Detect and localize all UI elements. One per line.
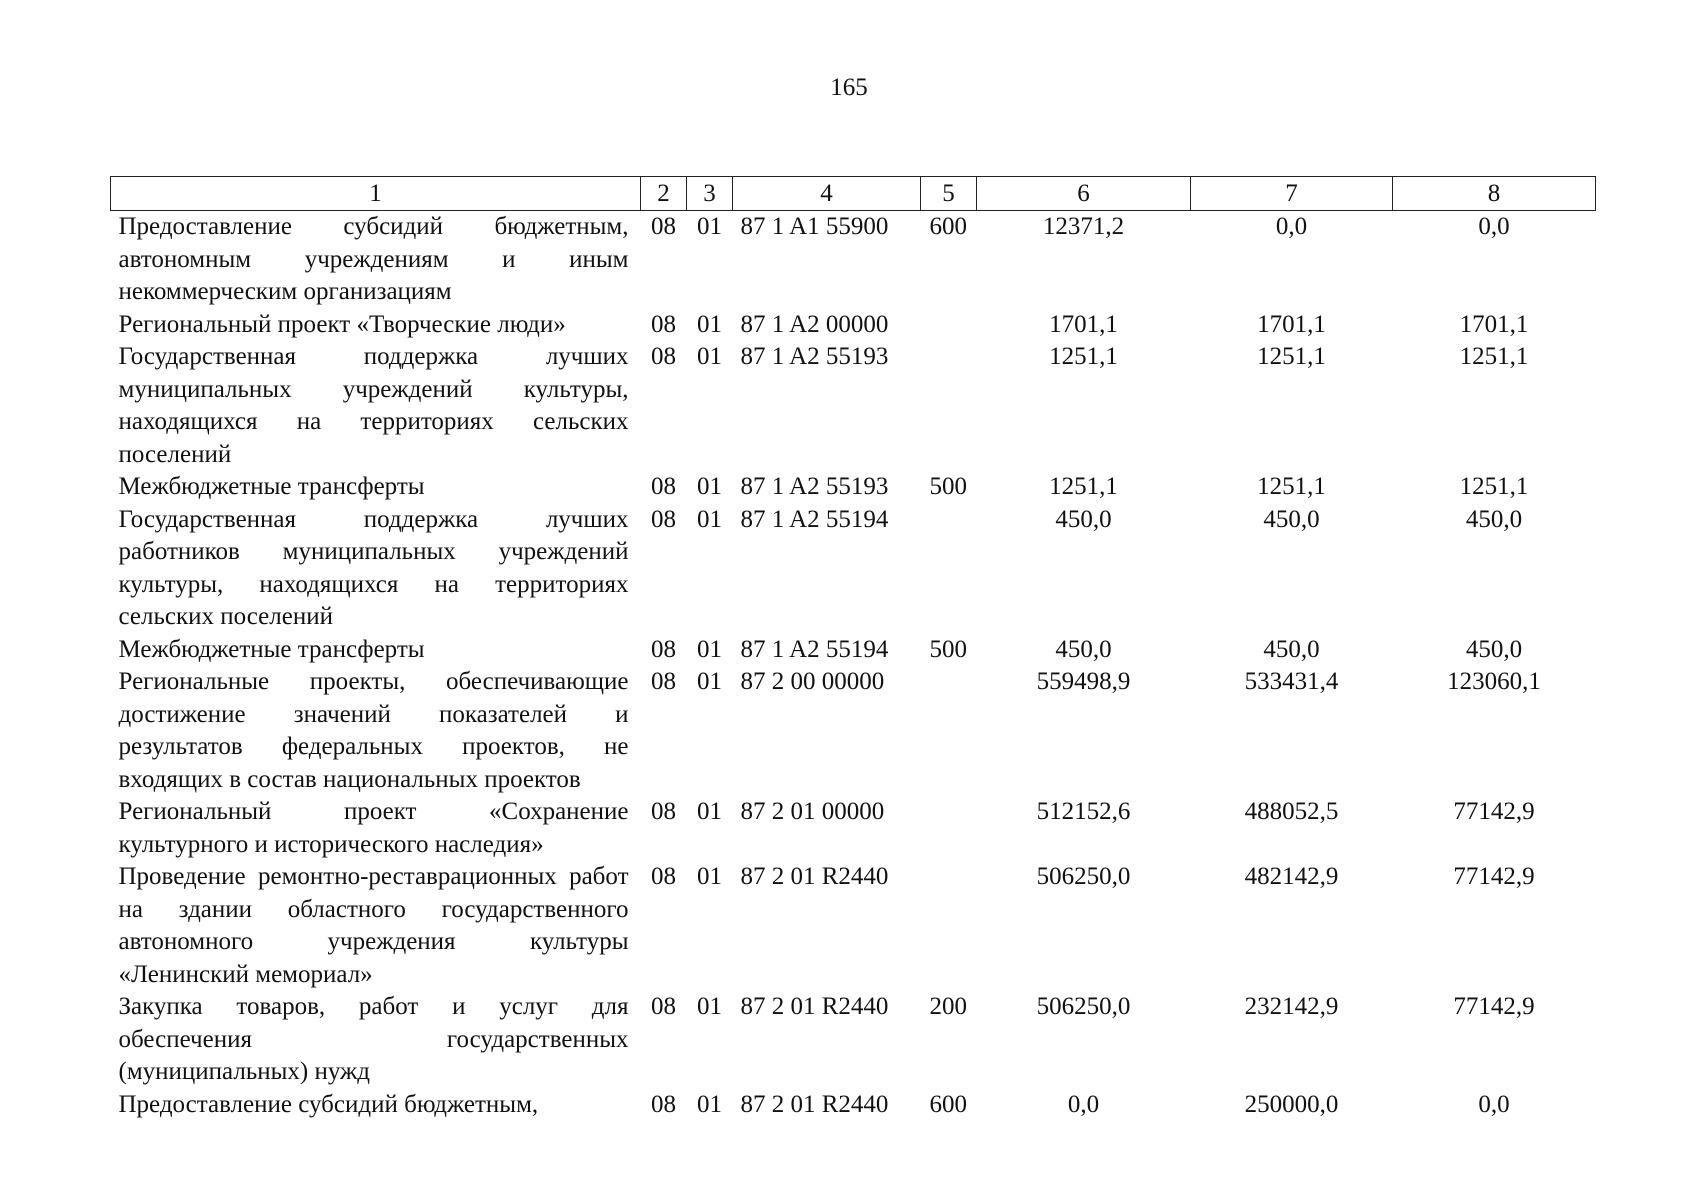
row-subsection: 01: [697, 505, 722, 533]
row-target-article: 87 1 A1 55900: [740, 213, 889, 240]
row-expense-type: [921, 341, 977, 471]
header-col-4: 4: [733, 177, 921, 211]
row-subsection: 01: [697, 213, 722, 240]
row-name: Предоставление субсидий бюджетным,: [118, 1090, 539, 1118]
table-row: [111, 211, 1596, 309]
row-amount-col7: 232142,9: [1244, 993, 1339, 1020]
table-row: [111, 1089, 1596, 1122]
row-section: 08: [651, 213, 676, 240]
row-target-article: 87 1 A2 00000: [740, 310, 889, 338]
header-col-6: 6: [977, 177, 1191, 211]
row-section: 08: [651, 993, 676, 1020]
row-target-article: 87 1 A2 55193: [740, 343, 889, 370]
row-subsection: 01: [697, 668, 722, 695]
row-section: 08: [651, 310, 676, 338]
row-name: Межбюджетные трансферты: [118, 635, 425, 663]
row-amount-col7: 250000,0: [1244, 1090, 1339, 1118]
row-amount-col8: 77142,9: [1453, 798, 1535, 825]
row-amount-col6: 12371,2: [1042, 213, 1125, 240]
row-amount-col6: 450,0: [1055, 505, 1112, 533]
header-col-5: 5: [921, 177, 977, 211]
row-subsection: 01: [697, 343, 722, 370]
row-subsection: 01: [697, 798, 722, 825]
row-amount-col7: 450,0: [1263, 505, 1320, 533]
row-target-article: 87 2 01 R2440: [740, 1090, 889, 1118]
row-amount-col8: 77142,9: [1453, 993, 1535, 1020]
row-name: Региональные проекты, обеспечивающие достижение значений показателей и результатов федеральных проектов, не входящих в состав национальных проектов: [118, 668, 629, 793]
table-row: [111, 309, 1596, 342]
row-subsection: 01: [697, 1090, 722, 1118]
row-amount-col6: 1701,1: [1049, 310, 1118, 338]
row-name: Проведение ремонтно-реставрационных работ на здании областного государственного автономного учреждения культуры «Ленинский мемориал»: [118, 863, 629, 988]
row-section: 08: [651, 863, 676, 890]
table-row: [111, 504, 1596, 634]
header-col-3: 3: [687, 177, 733, 211]
row-expense-type: [921, 666, 977, 796]
page-number: 165: [830, 74, 868, 101]
row-amount-col6: 506250,0: [1036, 993, 1131, 1020]
row-section: 08: [651, 1090, 676, 1118]
row-amount-col7: 488052,5: [1244, 798, 1339, 825]
row-amount-col6: 0,0: [1067, 1090, 1100, 1118]
row-name: Закупка товаров, работ и услуг для обеспечения государственных (муниципальных) нужд: [118, 993, 629, 1085]
row-amount-col6: 1251,1: [1049, 473, 1118, 500]
row-amount-col8: 1251,1: [1459, 473, 1529, 500]
row-subsection: 01: [697, 635, 722, 663]
row-target-article: 87 1 A2 55194: [740, 635, 889, 663]
row-subsection: 01: [697, 993, 722, 1020]
row-name: Предоставление субсидий бюджетным, автономным учреждениям и иным некоммерческим организациям: [118, 213, 629, 305]
table-row: [111, 861, 1596, 991]
row-amount-col8: 450,0: [1465, 505, 1523, 533]
row-amount-col7: 0,0: [1275, 213, 1308, 240]
row-expense-type: [921, 861, 977, 991]
row-amount-col7: 533431,4: [1244, 668, 1339, 695]
row-expense-type: 600: [929, 1090, 967, 1118]
row-name: Региональный проект «Сохранение культурного и исторического наследия»: [118, 798, 629, 858]
row-section: 08: [651, 798, 676, 825]
row-name: Государственная поддержка лучших муниципальных учреждений культуры, находящихся на территориях сельских поселений: [118, 343, 629, 468]
table-row: [111, 341, 1596, 471]
row-amount-col6: 506250,0: [1036, 863, 1131, 890]
row-amount-col7: 1251,1: [1257, 473, 1326, 500]
row-amount-col7: 482142,9: [1244, 863, 1339, 890]
row-name: Межбюджетные трансферты: [118, 473, 425, 500]
row-expense-type: [921, 504, 977, 634]
header-row: [111, 177, 1596, 211]
table-row: [111, 666, 1596, 796]
row-section: 08: [651, 635, 676, 663]
header-col-1: 1: [111, 177, 641, 211]
row-name: Государственная поддержка лучших работников муниципальных учреждений культуры, находящихся на территориях сельских поселений: [118, 505, 629, 630]
header-col-7: 7: [1191, 177, 1393, 211]
row-amount-col7: 1701,1: [1257, 310, 1326, 338]
row-amount-col6: 512152,6: [1036, 798, 1131, 825]
row-amount-col8: 0,0: [1478, 1090, 1510, 1118]
row-section: 08: [651, 473, 676, 500]
table-row: [111, 471, 1596, 504]
row-expense-type: 200: [929, 993, 967, 1020]
header-col-8: 8: [1393, 177, 1596, 211]
row-amount-col8: 450,0: [1465, 635, 1523, 663]
row-amount-col7: 1251,1: [1257, 343, 1326, 370]
row-amount-col6: 559498,9: [1036, 668, 1131, 695]
table-header: [111, 177, 1596, 211]
row-section: 08: [651, 505, 676, 533]
row-expense-type: 600: [929, 213, 967, 240]
row-amount-col7: 450,0: [1263, 635, 1320, 663]
row-amount-col6: 1251,1: [1049, 343, 1118, 370]
row-expense-type: 500: [929, 473, 967, 500]
row-target-article: 87 2 00 00000: [740, 668, 885, 695]
row-target-article: 87 2 01 R2440: [740, 863, 889, 890]
row-target-article: 87 1 A2 55193: [740, 473, 889, 500]
table-row: [111, 634, 1596, 667]
row-amount-col8: 123060,1: [1447, 668, 1541, 695]
row-expense-type: 500: [929, 635, 967, 663]
table-row: [111, 796, 1596, 861]
row-subsection: 01: [697, 310, 722, 338]
row-expense-type: [921, 309, 977, 342]
row-amount-col8: 0,0: [1478, 213, 1510, 240]
row-section: 08: [651, 343, 676, 370]
row-amount-col8: 77142,9: [1453, 863, 1535, 890]
row-amount-col6: 450,0: [1055, 635, 1112, 663]
row-target-article: 87 2 01 00000: [740, 798, 885, 825]
row-target-article: 87 2 01 R2440: [740, 993, 889, 1020]
table-row: [111, 991, 1596, 1089]
row-name: Региональный проект «Творческие люди»: [118, 310, 566, 338]
header-col-2: 2: [641, 177, 687, 211]
row-amount-col8: 1701,1: [1459, 310, 1529, 338]
row-section: 08: [651, 668, 676, 695]
row-amount-col8: 1251,1: [1459, 343, 1529, 370]
budget-table: [110, 176, 1596, 1121]
row-expense-type: [921, 796, 977, 861]
row-target-article: 87 1 A2 55194: [740, 505, 889, 533]
row-subsection: 01: [697, 473, 722, 500]
row-subsection: 01: [697, 863, 722, 890]
table-body: [111, 211, 1596, 1122]
